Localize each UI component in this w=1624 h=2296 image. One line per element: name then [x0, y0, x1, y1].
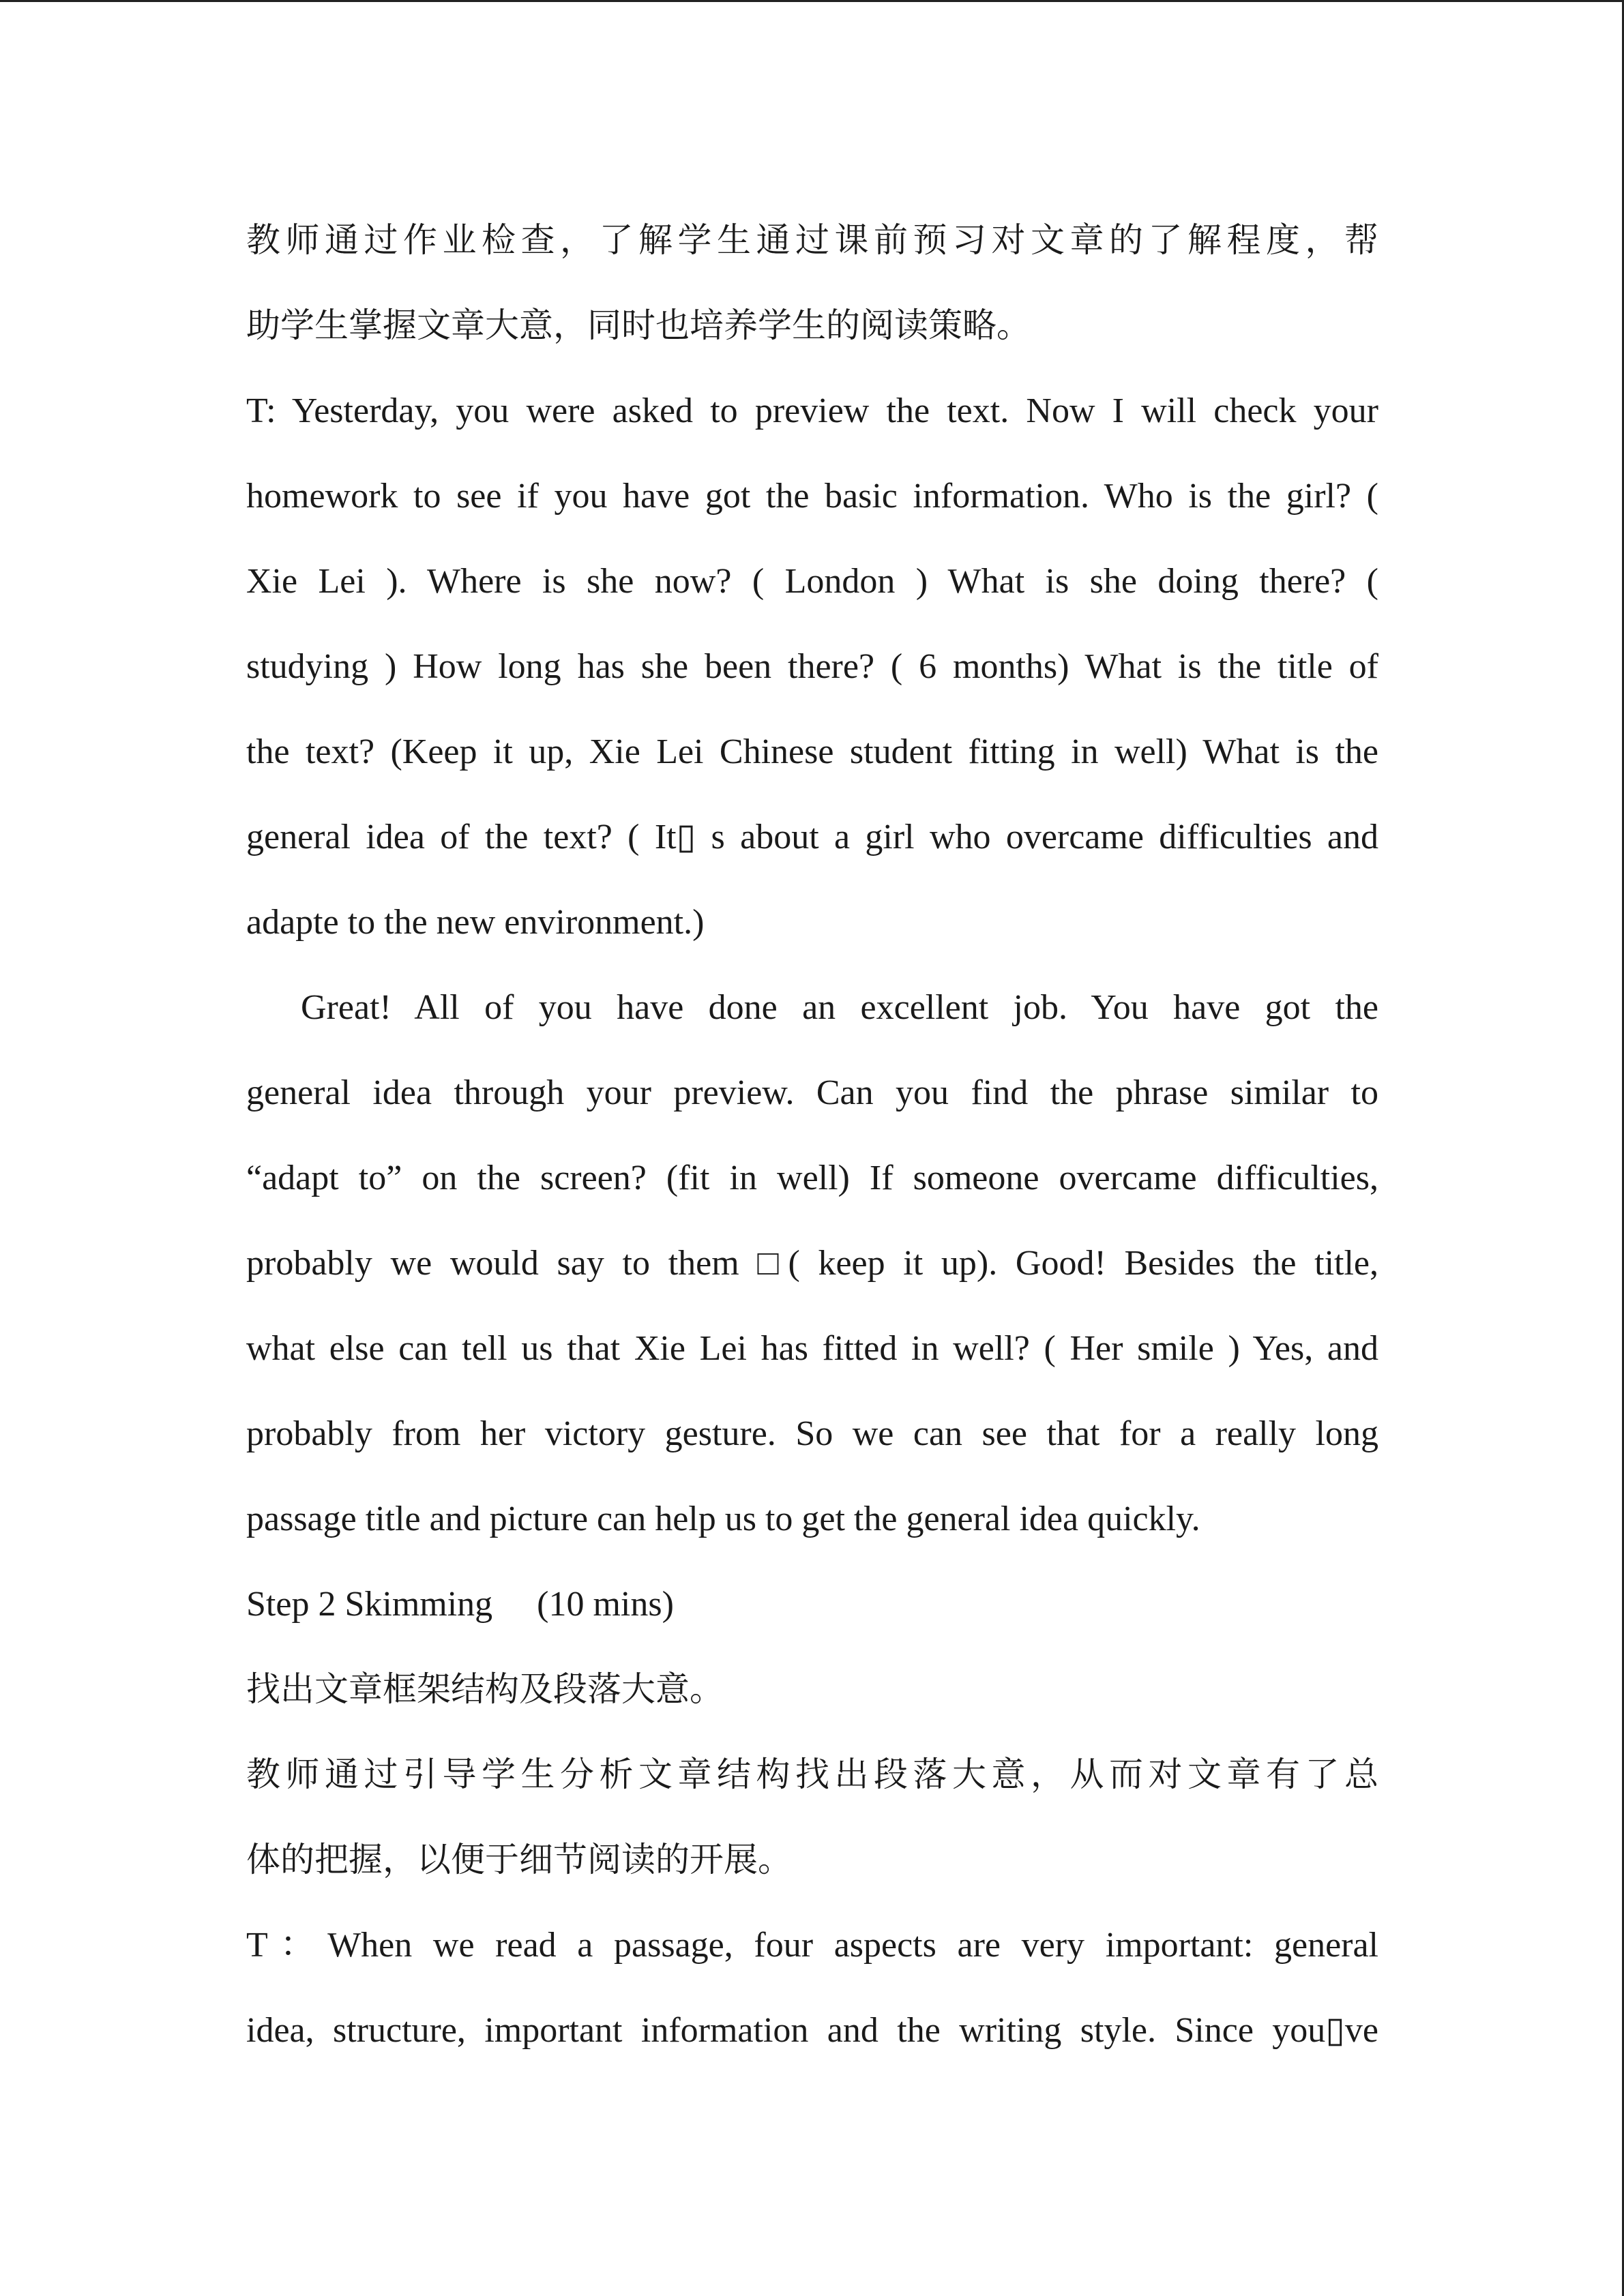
document-line: Xie Lei ). Where is she now? ( London ) What is she doing there? ( — [246, 562, 1378, 601]
document-line: probably we would say to them □( keep it up). Good! Besides the title, — [246, 1244, 1378, 1283]
document-line: 教师通过引导学生分析文章结构找出段落大意，从而对文章有了总 — [246, 1755, 1378, 1794]
document-line: T：When we read a passage, four aspects are very important: general — [246, 1926, 1378, 1965]
document-line: 教师通过作业检查，了解学生通过课前预习对文章的了解程度，帮 — [246, 220, 1378, 260]
document-line: idea, structure, important information and the writing style. Since you▯ve — [246, 2011, 1378, 2050]
document-line: passage title and picture can help us to get the general idea quickly. — [246, 1500, 1200, 1538]
document-line: 体的把握，以便于细节阅读的开展。 — [246, 1840, 792, 1879]
document-line: T: Yesterday, you were asked to preview the text. Now I will check your — [246, 391, 1378, 430]
document-body — [246, 198, 1378, 2073]
document-line: 助学生掌握文章大意，同时也培养学生的阅读策略。 — [246, 305, 1031, 345]
document-line: general idea through your preview. Can you find the phrase similar to — [246, 1073, 1378, 1112]
document-line: adapte to the new environment.) — [246, 903, 705, 942]
document-line: “adapt to” on the screen? (fit in well) If someone overcame difficulties, — [246, 1159, 1378, 1197]
document-line: studying ) How long has she been there? ( 6 months) What is the title of — [246, 647, 1378, 686]
document-line: 找出文章框架结构及段落大意。 — [246, 1669, 724, 1709]
page-top-border — [0, 0, 1624, 2]
document-line: homework to see if you have got the basic information. Who is the girl? ( — [246, 477, 1378, 516]
document-line: probably from her victory gesture. So we can see that for a really long — [246, 1414, 1378, 1453]
document-line: general idea of the text? ( It▯ s about a girl who overcame difficulties and — [246, 818, 1378, 856]
document-line: Step 2 Skimming (10 mins) — [246, 1585, 674, 1624]
document-line: the text? (Keep it up, Xie Lei Chinese student fitting in well) What is the — [246, 732, 1378, 771]
document-line: Great! All of you have done an excellent job. You have got the — [301, 988, 1378, 1027]
document-line: what else can tell us that Xie Lei has fitted in well? ( Her smile ) Yes, and — [246, 1329, 1378, 1368]
